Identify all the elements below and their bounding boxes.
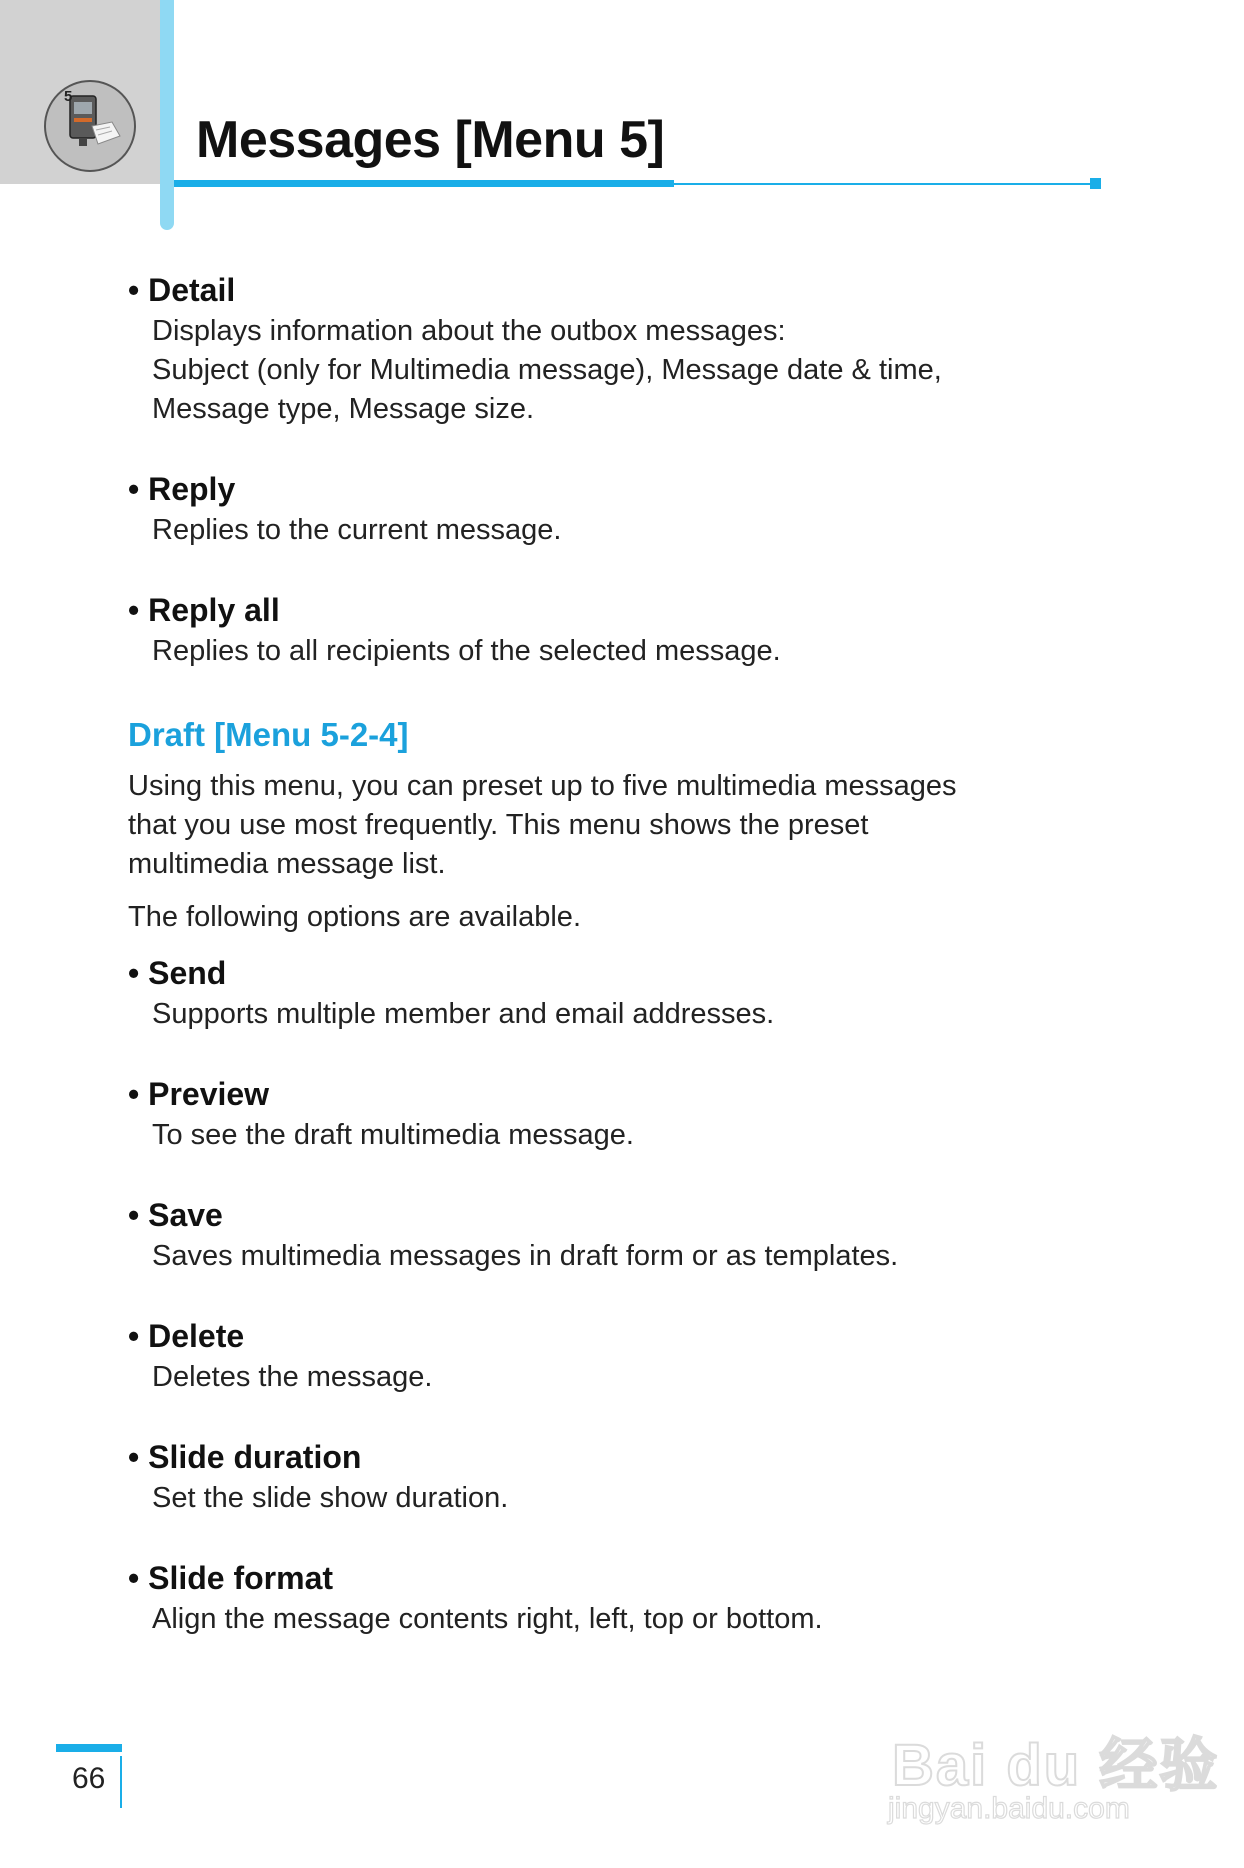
- section-heading: Draft [Menu 5-2-4]: [128, 716, 409, 753]
- option-item: [128, 951, 1088, 1034]
- option-description: To see the draft multimedia message.: [152, 1119, 634, 1151]
- title-underline-thick: [174, 180, 674, 187]
- menu-badge-number: 5: [64, 88, 73, 105]
- option-item: [128, 1314, 1088, 1397]
- option-item: [128, 1435, 1088, 1518]
- option-description: Set the slide show duration.: [152, 1482, 509, 1514]
- option-item: [128, 467, 1088, 550]
- option-description: Displays information about the outbox messages: Subject (only for Multimedia message), Message date & time, Message type, Message size.: [152, 315, 942, 425]
- option-description: Replies to the current message.: [152, 514, 562, 546]
- option-title: • Preview: [128, 1076, 270, 1112]
- option-title: • Slide duration: [128, 1439, 362, 1475]
- option-title: • Reply: [128, 471, 236, 507]
- option-title: • Send: [128, 955, 227, 991]
- watermark-logo-text: Bai du 经验: [892, 1733, 1220, 1798]
- header-accent-bar: [160, 0, 174, 230]
- option-description: Replies to all recipients of the selected message.: [152, 635, 781, 667]
- option-title: • Slide format: [128, 1560, 334, 1596]
- page-number-bar: [56, 1744, 122, 1752]
- option-title: • Save: [128, 1197, 223, 1233]
- page-content: [128, 268, 1088, 1677]
- outbox-options-list: [128, 268, 1088, 671]
- option-item: [128, 268, 1088, 429]
- option-description: Align the message contents right, left, top or bottom.: [152, 1603, 823, 1635]
- option-description: Saves multimedia messages in draft form or as templates.: [152, 1240, 899, 1272]
- options-intro: The following options are available.: [128, 901, 581, 933]
- option-title: • Detail: [128, 272, 236, 308]
- page-title: Messages [Menu 5]: [196, 111, 665, 169]
- section-intro: Using this menu, you can preset up to five multimedia messages that you use most frequently. This menu shows the preset multimedia message list.: [128, 770, 957, 880]
- title-underline-thin: [674, 183, 1092, 185]
- option-item: [128, 1072, 1088, 1155]
- menu-badge: [44, 80, 136, 172]
- option-item: [128, 1556, 1088, 1639]
- page-number-divider: [120, 1756, 122, 1808]
- option-item: [128, 1193, 1088, 1276]
- option-description: Deletes the message.: [152, 1361, 433, 1393]
- page-number: 66: [72, 1762, 106, 1795]
- title-underline-end-marker: [1090, 178, 1101, 189]
- option-item: [128, 588, 1088, 671]
- draft-options-list: [128, 951, 1088, 1639]
- watermark: [880, 1680, 1220, 1830]
- option-description: Supports multiple member and email addresses.: [152, 998, 775, 1030]
- watermark-url: jingyan.baidu.com: [888, 1792, 1130, 1825]
- option-title: • Reply all: [128, 592, 280, 628]
- phone-menu-icon: [46, 82, 134, 170]
- option-title: • Delete: [128, 1318, 245, 1354]
